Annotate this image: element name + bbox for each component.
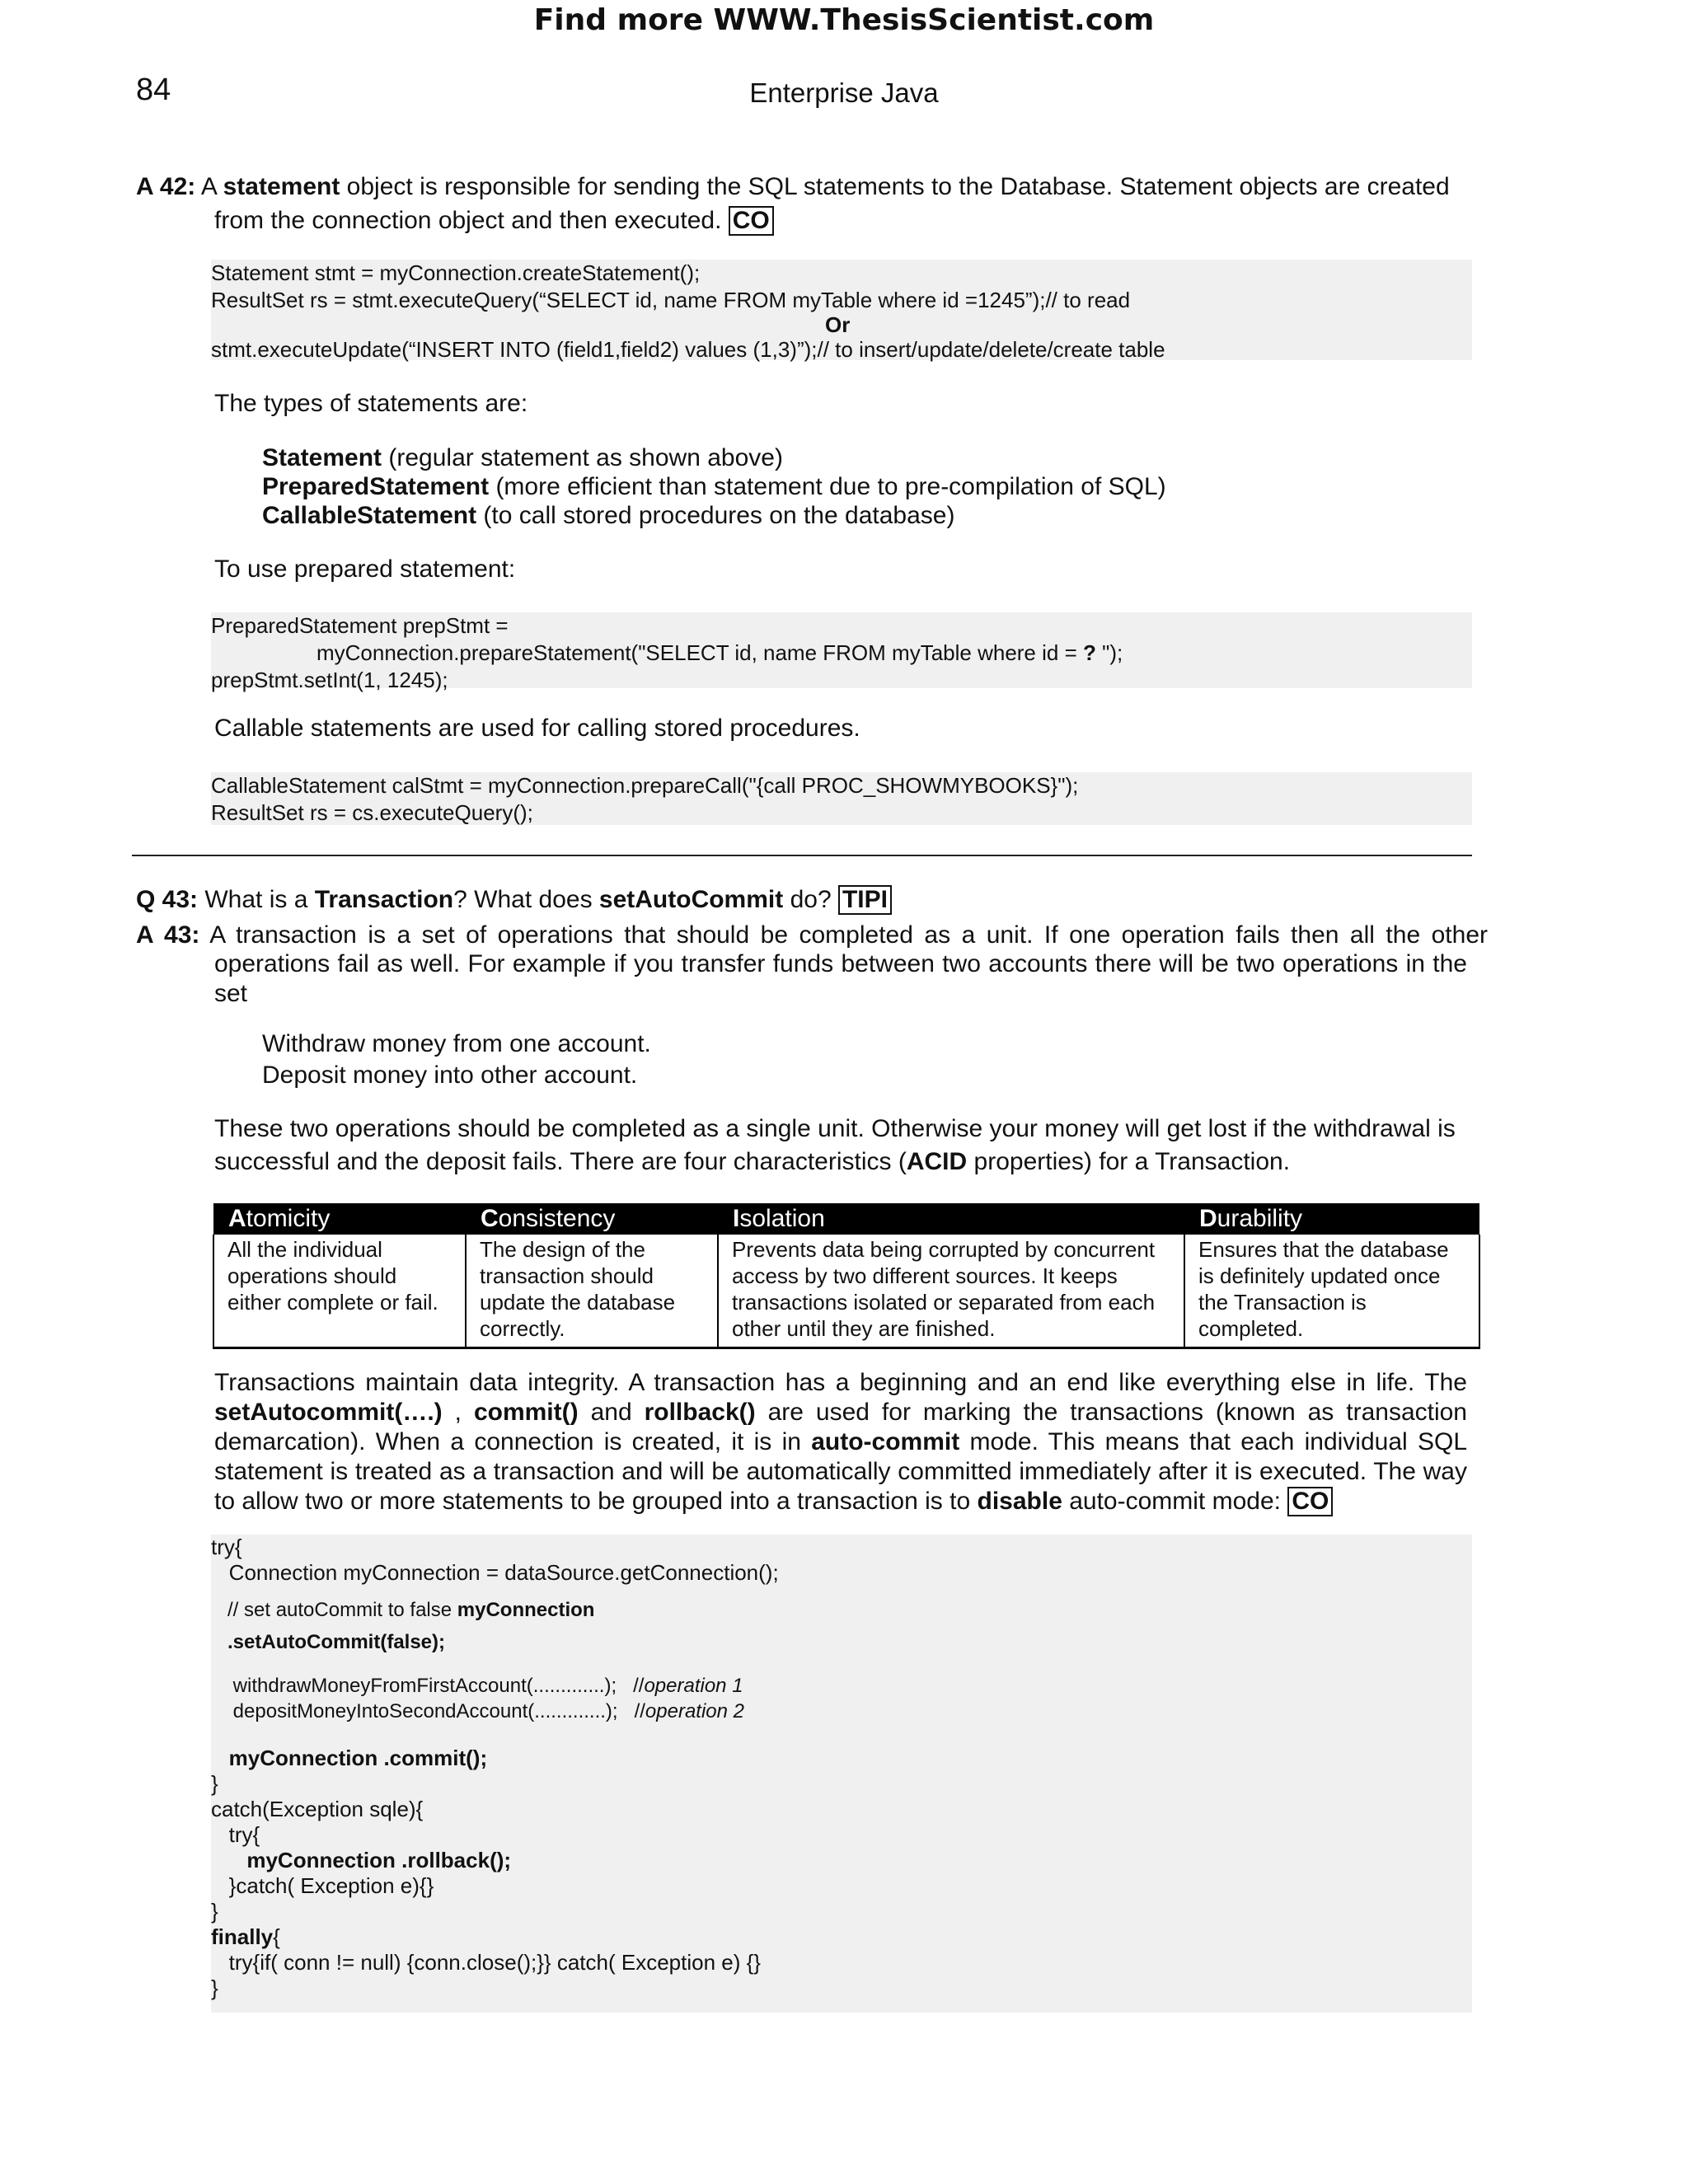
answer-42-line2: from the connection object and then executed. CO	[214, 204, 1467, 237]
cell-durability: Ensures that the database is definitely updated once the Transaction is completed.	[1184, 1235, 1479, 1348]
header-isolation: Isolation	[718, 1203, 1184, 1235]
answer-43-line3: set	[214, 980, 248, 1007]
answer-label: A 43:	[136, 921, 200, 949]
list-item: Withdraw money from one account.	[262, 1030, 651, 1057]
header-atomicity: Atomicity	[213, 1203, 466, 1235]
table-header-row	[213, 1203, 1479, 1235]
cell-atomicity: All the individual operations should either complete or fail.	[213, 1235, 466, 1348]
or-separator: Or	[825, 312, 851, 337]
code-block-statement: Statement stmt = myConnection.createStatement(); ResultSet rs = stmt.executeQuery(“SELECT id, name FROM myTable where id =1245”);// to read Or stmt.executeUpdate(“INSERT INTO (field1,field2) values (1,3)”);// to insert/update/delete/create table	[211, 260, 1472, 360]
code-block-callable: CallableStatement calStmt = myConnection.prepareCall("{call PROC_SHOWMYBOOKS}"); ResultSet rs = cs.executeQuery();	[211, 772, 1472, 825]
integrity-paragraph: Transactions maintain data integrity. A transaction has a beginning and an end like everything else in life. The setAutocommit(….) , commit() and rollback() are used for marking the transactions (known as transaction demarcation). When a connection is created, it is in auto-commit mode. This means that each individual SQL statement is treated as a transaction and will be automatically committed immediately after it is executed. The way to allow two or more statements to be grouped into a transaction is to disable auto-commit mode: CO	[214, 1369, 1467, 1515]
tipi-tag: TIPI	[838, 885, 892, 915]
statement-types-list	[262, 443, 1166, 530]
list-item: PreparedStatement (more efficient than statement due to pre-compilation of SQL)	[262, 473, 1166, 500]
list-item: CallableStatement (to call stored procedures on the database)	[262, 502, 955, 529]
code-block-transaction: try{ Connection myConnection = dataSource.getConnection(); // set autoCommit to false myConnection .setAutoCommit(false); withdrawMoneyFromFirstAccount(.............); //operation 1 depositMoneyIntoSecondAccount(.............); //operation 2 myConnection .commit(); } catch(Exception sqle){ try{ myConnection .rollback(); }catch( Exception e){} } finally{ try{if( conn != null) {conn.close();}} catch( Exception e) {} }	[211, 1535, 1472, 2013]
list-item: Statement (regular statement as shown above)	[262, 444, 783, 471]
question-label: Q 43:	[136, 886, 199, 913]
callable-intro: Callable statements are used for calling stored procedures.	[214, 715, 860, 742]
operations-list	[262, 1029, 651, 1091]
co-tag: CO	[729, 206, 774, 236]
section-divider	[132, 855, 1472, 856]
answer-43-line1: A 43: A transaction is a set of operations that should be completed as a unit. If one operation fails then all the other	[136, 921, 1488, 949]
prepared-intro: To use prepared statement:	[214, 555, 516, 583]
co-tag: CO	[1287, 1487, 1333, 1516]
site-banner: Find more WWW.ThesisScientist.com	[533, 3, 1155, 37]
acid-table	[213, 1203, 1480, 1349]
page-number: 84	[136, 73, 171, 107]
types-intro: The types of statements are:	[214, 390, 528, 417]
header-consistency: Consistency	[466, 1203, 718, 1235]
cell-isolation: Prevents data being corrupted by concurrent access by two different sources. It keeps transactions isolated or separated from each other until they are finished.	[718, 1235, 1184, 1348]
answer-43-line2: operations fail as well. For example if you transfer funds between two accounts there will be two operations in the	[214, 950, 1467, 977]
answer-42-line1: A 42: A statement object is responsible for sending the SQL statements to the Database. Statement objects are created	[136, 173, 1450, 200]
question-43: Q 43: What is a Transaction? What does setAutoCommit do? TIPI	[136, 883, 1488, 916]
acid-intro-line2: successful and the deposit fails. There are four characteristics (ACID properties) for a Transaction.	[214, 1148, 1291, 1175]
answer-label: A 42:	[136, 173, 196, 200]
statement-term: statement	[223, 173, 340, 200]
table-row	[213, 1235, 1479, 1348]
code-block-prepared: PreparedStatement prepStmt = myConnection.prepareStatement("SELECT id, name FROM myTable where id = ? "); prepStmt.setInt(1, 1245);	[211, 612, 1472, 688]
cell-consistency: The design of the transaction should update the database correctly.	[466, 1235, 718, 1348]
list-item: Deposit money into other account.	[262, 1062, 638, 1089]
header-durability: Durability	[1184, 1203, 1479, 1235]
acid-intro-line1: These two operations should be completed as a single unit. Otherwise your money will get lost if the withdrawal is	[214, 1115, 1456, 1142]
running-head: Enterprise Java	[749, 77, 939, 108]
